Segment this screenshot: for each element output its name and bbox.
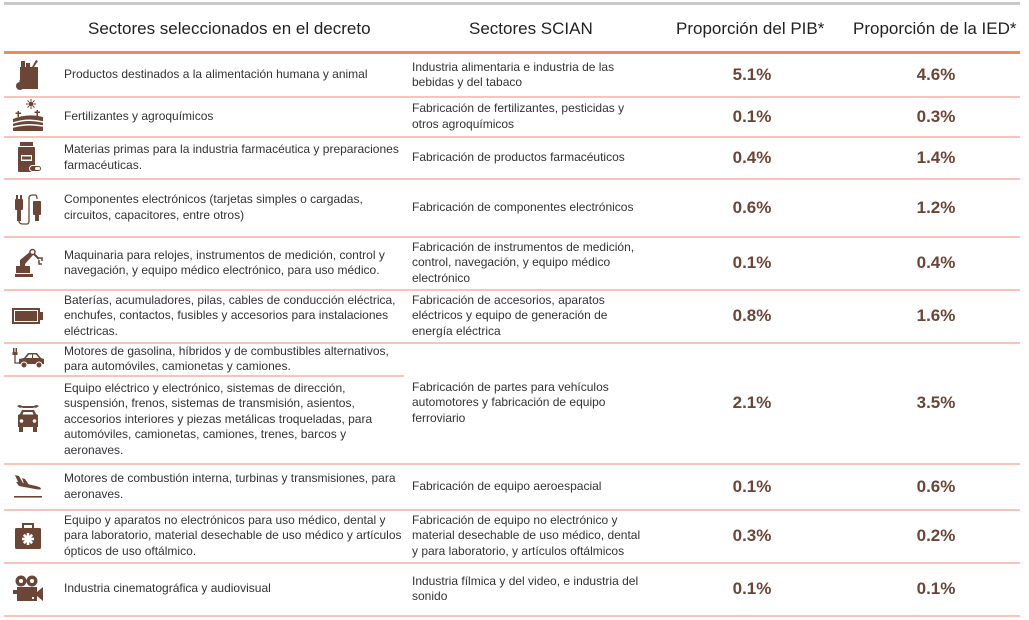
proporcion-ied: 0.2%	[916, 526, 956, 545]
proporcion-ied: 1.2%	[916, 197, 956, 217]
table-row	[0, 137, 1029, 178]
proporcion-pib: 0.1%	[732, 253, 772, 272]
proporcion-pib: 0.1%	[732, 476, 772, 496]
sector-decreto: Equipo eléctrico y electrónico, sistemas de dirección, suspensión, frenos, sistemas de transmisión, asientos, accesorios interiores y piezas metálicas troqueladas, para automóviles, camionetas, camiones, trenes, barcos y aeronaves.	[64, 380, 373, 457]
proporcion-pib: 0.3%	[732, 526, 772, 545]
proporcion-ied: 1.6%	[916, 306, 956, 325]
top-rule	[4, 2, 1020, 5]
sector-decreto: Motores de combustión interna, turbinas y transmisiones, para aeronaves.	[64, 471, 396, 501]
proporcion-pib: 5.1%	[732, 65, 772, 84]
sector-scian: Industria alimentaria e industria de las bebidas y del tabaco	[412, 59, 615, 89]
table-row	[0, 237, 1029, 289]
medicine-bottle-icon	[10, 139, 46, 175]
robot-arm-icon	[10, 245, 46, 281]
table-row	[0, 510, 1029, 562]
grocery-bag-icon	[10, 57, 46, 93]
proporcion-pib: 0.1%	[732, 579, 772, 598]
table-row	[0, 54, 1029, 96]
sector-decreto: Fertilizantes y agroquímicos	[64, 108, 214, 123]
proporcion-ied: 1.4%	[916, 147, 956, 167]
sector-scian: Fabricación de equipo no electrónico y material desechable de uso médico, dental y para laboratorio, y artículos oftálmicos	[412, 512, 641, 558]
header-sectores-decreto: Sectores seleccionados en el decreto	[88, 19, 371, 38]
table-row	[0, 563, 1029, 615]
proporcion-ied: 0.6%	[916, 476, 956, 496]
table-row	[0, 179, 1029, 236]
sector-decreto: Componentes electrónicos (tarjetas simples o cargadas, circuitos, capacitores, entre otros)	[64, 192, 363, 222]
header-sectores-scian: Sectores SCIAN	[469, 19, 593, 38]
sector-scian: Fabricación de instrumentos de medición, control, navegación, y equipo médico electrónico	[412, 239, 635, 285]
header-proporcion-ied: Proporción de la IED*	[853, 19, 1017, 38]
header-proporcion-pib: Proporción del PIB*	[676, 19, 825, 38]
sector-decreto: Maquinaria para relojes, instrumentos de medición, control y navegación, y equipo médico electrónico, para uso médico.	[64, 247, 385, 277]
proporcion-ied: 0.3%	[916, 106, 956, 126]
sector-decreto: Equipo y aparatos no electrónicos para uso médico, dental y para laboratorio, material desechable de uso médico y artículos ópticos de uso oftálmico.	[64, 512, 402, 558]
farm-field-icon	[10, 98, 46, 134]
sector-decreto: Motores de gasolina, híbridos y de combustibles alternativos, para automóviles, camionetas y camiones.	[64, 343, 389, 373]
proporcion-pib: 0.4%	[732, 147, 772, 167]
medical-kit-icon	[10, 518, 46, 554]
sector-decreto: Baterías, acumuladores, pilas, cables de conducción eléctrica, enchufes, contactos, fusibles y accesorios para instalaciones eléctricas.	[64, 292, 396, 338]
battery-icon	[10, 298, 46, 334]
sector-decreto: Industria cinematográfica y audiovisual	[64, 581, 271, 596]
proporcion-ied: 3.5%	[916, 393, 956, 412]
car-wrench-icon	[10, 401, 46, 437]
table-row	[0, 97, 1029, 136]
electric-car-icon	[10, 341, 46, 377]
proporcion-pib: 2.1%	[732, 393, 772, 412]
sector-decreto: Materias primas para la industria farmacéutica y preparaciones farmacéuticas.	[64, 142, 399, 172]
sector-scian: Fabricación de equipo aeroespacial	[412, 478, 602, 493]
proporcion-ied: 0.1%	[916, 579, 956, 598]
row-separator	[4, 615, 1020, 617]
proporcion-pib: 0.8%	[732, 306, 772, 325]
sector-scian: Fabricación de productos farmacéuticos	[412, 149, 625, 164]
proporcion-pib: 0.1%	[732, 106, 772, 126]
sector-scian: Fabricación de partes para vehículos automotores y fabricación de equipo ferroviario	[412, 379, 609, 425]
airplane-landing-icon	[10, 468, 46, 504]
sector-scian: Fabricación de componentes electrónicos	[412, 199, 634, 214]
sector-scian: Industria fílmica y del video, e industria del sonido	[412, 573, 639, 603]
table-row	[0, 464, 1029, 509]
movie-camera-icon	[10, 571, 46, 607]
proporcion-ied: 0.4%	[916, 253, 956, 272]
sector-scian: Fabricación de fertilizantes, pesticidas y otros agroquímicos	[412, 101, 625, 131]
proporcion-ied: 4.6%	[916, 65, 956, 84]
sector-decreto: Productos destinados a la alimentación humana y animal	[64, 67, 368, 82]
usb-cable-icon	[10, 190, 46, 226]
sector-scian: Fabricación de accesorios, aparatos eléctricos y equipo de generación de energía eléctrica	[412, 292, 608, 338]
table-row	[0, 290, 1029, 342]
proporcion-pib: 0.6%	[732, 197, 772, 217]
